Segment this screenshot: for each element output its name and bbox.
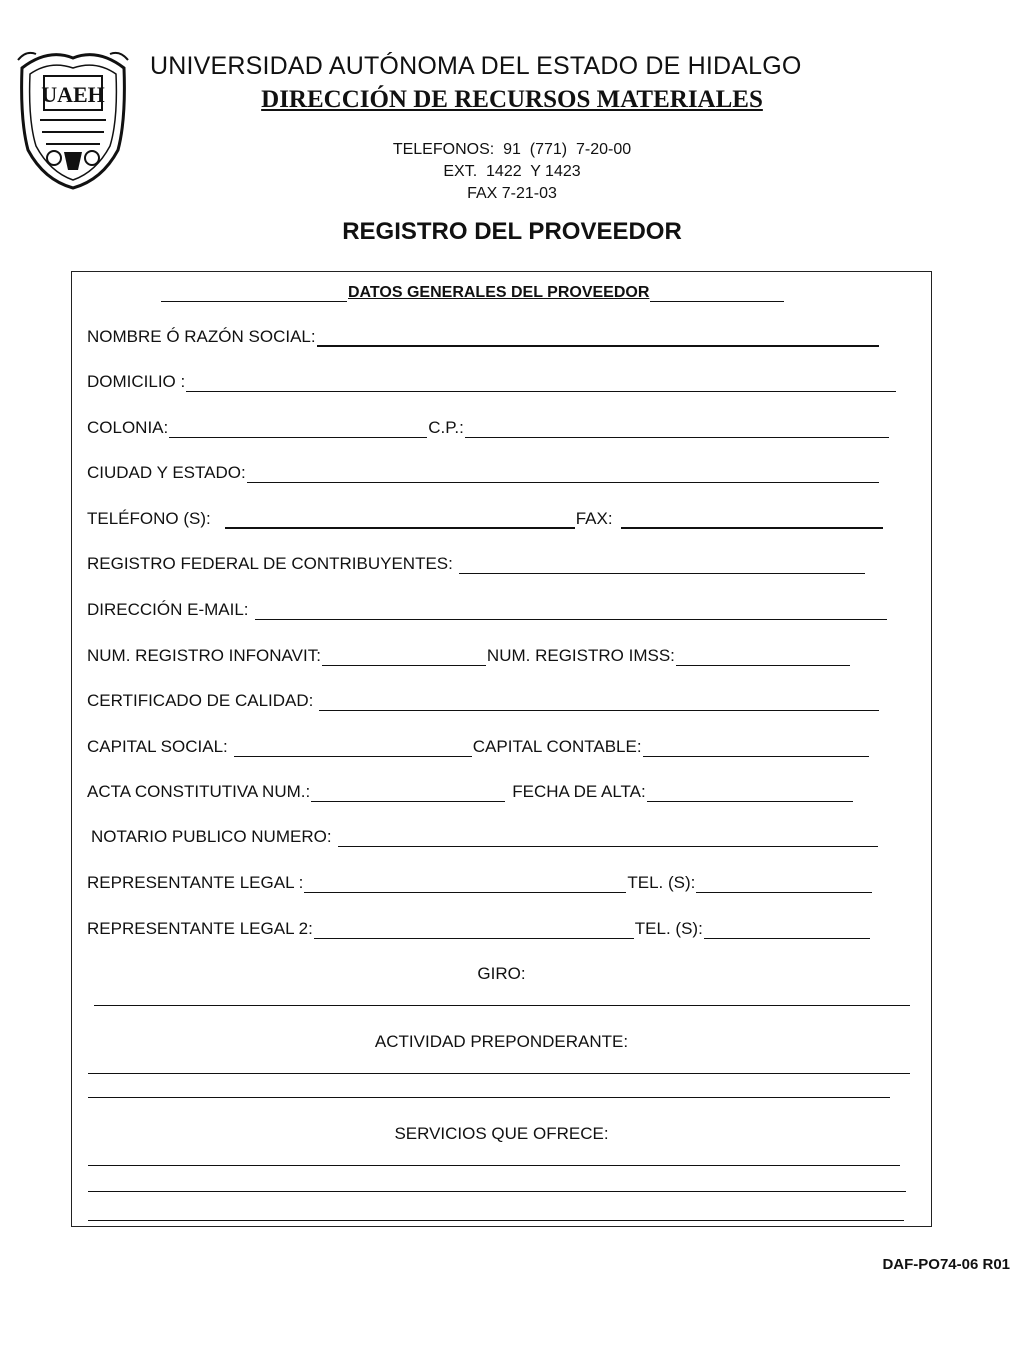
input-fecha-alta[interactable]	[647, 785, 853, 802]
input-servicios-line3[interactable]	[88, 1220, 904, 1221]
input-giro[interactable]	[94, 1005, 910, 1006]
input-rep-legal[interactable]	[304, 876, 626, 893]
fax-line: FAX 7-21-03	[467, 185, 557, 202]
section-heading	[160, 284, 785, 302]
university-name: UNIVERSIDAD AUTÓNOMA DEL ESTADO DE HIDALGO	[150, 52, 802, 80]
input-rep-tel[interactable]	[696, 876, 872, 893]
input-rep-tel2[interactable]	[704, 922, 870, 939]
label-acta: ACTA CONSTITUTIVA NUM.:	[87, 782, 311, 801]
label-imss: NUM. REGISTRO IMSS:	[486, 646, 675, 665]
label-servicios: SERVICIOS QUE OFRECE:	[394, 1124, 609, 1143]
department-name: DIRECCIÓN DE RECURSOS MATERIALES	[261, 86, 763, 113]
input-capital-contable[interactable]	[643, 740, 869, 757]
label-cp: C.P.:	[428, 418, 464, 437]
label-capital-social: CAPITAL SOCIAL:	[87, 737, 228, 756]
field-rep-legal[interactable]	[87, 873, 873, 893]
field-notario[interactable]	[91, 827, 879, 847]
label-telefono: TELÉFONO (S):	[87, 509, 211, 528]
input-notario[interactable]	[338, 830, 878, 847]
label-ciudad: CIUDAD Y ESTADO:	[87, 463, 246, 482]
input-acta[interactable]	[311, 785, 505, 802]
label-nombre: NOMBRE Ó RAZÓN SOCIAL:	[87, 327, 316, 346]
label-infonavit: NUM. REGISTRO INFONAVIT:	[87, 646, 321, 665]
section-rule-right	[650, 285, 784, 302]
input-cp[interactable]	[465, 421, 889, 438]
input-calidad[interactable]	[319, 694, 879, 711]
input-colonia[interactable]	[169, 421, 427, 438]
label-rep-tel: TEL. (S):	[627, 873, 696, 892]
label-fecha-alta: FECHA DE ALTA:	[512, 782, 646, 801]
input-rep-legal2[interactable]	[314, 922, 634, 939]
input-rfc[interactable]	[459, 557, 865, 574]
input-infonavit[interactable]	[322, 649, 486, 666]
section-title: DATOS GENERALES DEL PROVEEDOR	[348, 284, 650, 301]
label-rep-legal: REPRESENTANTE LEGAL :	[87, 873, 304, 892]
field-nombre[interactable]	[87, 327, 880, 347]
extension-line: EXT. 1422 Y 1423	[443, 163, 581, 180]
input-imss[interactable]	[676, 649, 850, 666]
label-domicilio: DOMICILIO :	[87, 372, 186, 391]
input-telefono[interactable]	[225, 511, 575, 529]
field-telefono[interactable]	[87, 509, 884, 529]
label-fax: FAX:	[575, 509, 613, 528]
section-rule-left	[161, 285, 347, 302]
field-infonavit[interactable]	[87, 646, 851, 666]
field-calidad[interactable]	[87, 691, 880, 711]
input-servicios-line1[interactable]	[88, 1165, 900, 1166]
label-capital-contable: CAPITAL CONTABLE:	[472, 737, 642, 756]
field-acta[interactable]	[87, 782, 854, 802]
form-title: REGISTRO DEL PROVEEDOR	[342, 218, 682, 245]
field-rfc[interactable]	[87, 554, 866, 574]
label-actividad: ACTIVIDAD PREPONDERANTE:	[374, 1032, 629, 1051]
label-notario: NOTARIO PUBLICO NUMERO:	[91, 827, 332, 846]
input-servicios-line2[interactable]	[88, 1191, 906, 1192]
label-rfc: REGISTRO FEDERAL DE CONTRIBUYENTES:	[87, 554, 453, 573]
field-rep-legal2[interactable]	[87, 919, 871, 939]
field-ciudad[interactable]	[87, 463, 880, 483]
input-capital-social[interactable]	[234, 740, 472, 757]
field-domicilio[interactable]	[87, 372, 897, 392]
label-email: DIRECCIÓN E-MAIL:	[87, 600, 249, 619]
field-colonia[interactable]	[87, 418, 890, 438]
input-email[interactable]	[255, 603, 887, 620]
label-giro: GIRO:	[477, 964, 526, 983]
label-rep-tel2: TEL. (S):	[634, 919, 703, 938]
label-calidad: CERTIFICADO DE CALIDAD:	[87, 691, 314, 710]
input-actividad-line2[interactable]	[88, 1097, 890, 1098]
input-nombre[interactable]	[317, 329, 879, 347]
field-email[interactable]	[87, 600, 888, 620]
input-ciudad[interactable]	[247, 466, 879, 483]
document-code: DAF-PO74-06 R01	[882, 1256, 1010, 1273]
logo-letters: UAEH	[41, 82, 105, 107]
input-domicilio[interactable]	[186, 375, 896, 392]
label-colonia: COLONIA:	[87, 418, 169, 437]
input-fax[interactable]	[621, 511, 883, 529]
input-actividad-line1[interactable]	[88, 1073, 910, 1074]
field-capital[interactable]	[87, 737, 870, 757]
label-rep-legal2: REPRESENTANTE LEGAL 2:	[87, 919, 313, 938]
phones-line: TELEFONOS: 91 (771) 7-20-00	[392, 141, 632, 158]
university-seal-logo	[14, 40, 132, 190]
